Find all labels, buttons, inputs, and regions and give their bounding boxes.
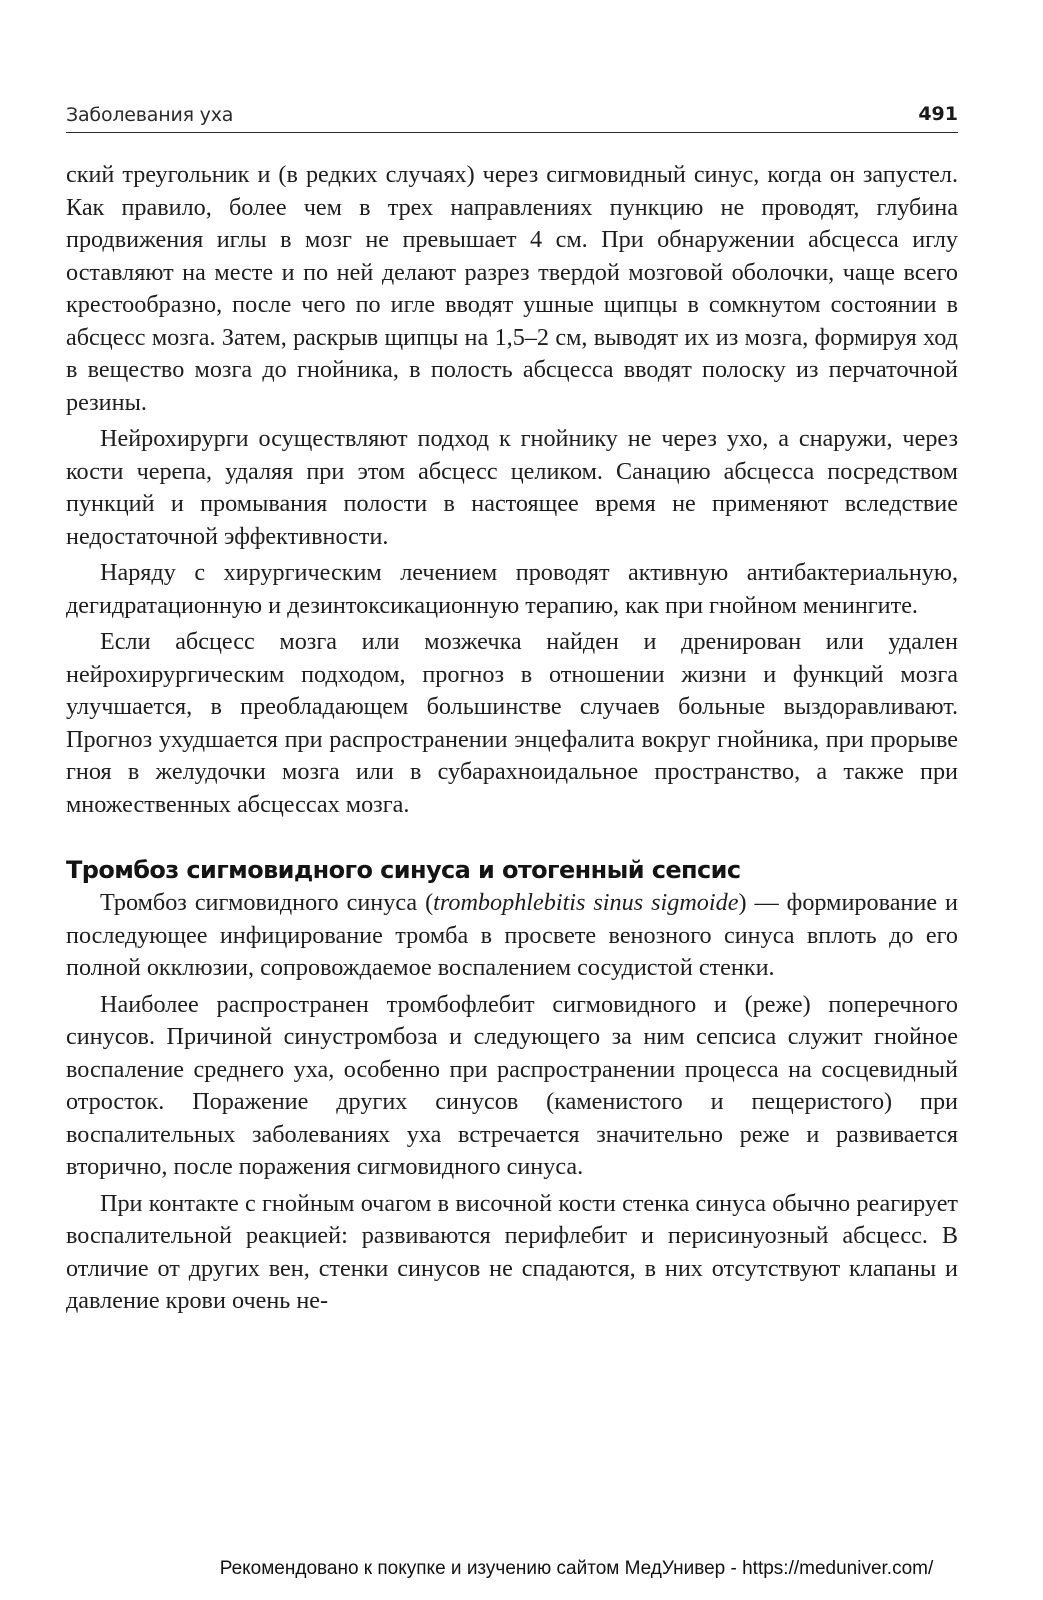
section-heading: Тромбоз сигмовидного синуса и отогенный сепсис xyxy=(66,856,741,884)
paragraph: Наиболее распространен тромбофлебит сигмовидного и (реже) поперечного синусов. Причиной синустромбоза и следующего за ним сепсиса служит гнойное воспаление среднего уха, особенно при распространении процесса на сосцевидный отросток. Поражение других синусов (каменистого и пещеристого) при воспалительных заболеваниях уха встречается значительно реже и развивается вторично, после поражения сигмовидного синуса. xyxy=(66,990,958,1180)
paragraph: ский треугольник и (в редких случаях) через сигмовидный синус, когда он запустел. Как правило, более чем в трех направлениях пункцию не проводят, глубина продвижения иглы в мозг не превышает 4 см. При обнаружении абсцесса иглу оставляют на месте и по ней делают разрез твердой мозговой оболочки, чаще всего крестообразно, после чего по игле вводят ушные щипцы в сомкнутом состоянии в абсцесс мозга. Затем, раскрыв щипцы на 1,5–2 см, выводят их из мозга, формируя ход в вещество мозга до гнойника, в полость абсцесса вводят полоску из перчаточной резины. xyxy=(66,161,958,416)
page-header xyxy=(66,100,958,133)
intro-text-before: Тромбоз сигмовидного синуса ( xyxy=(100,889,434,916)
paragraph: Наряду с хирургическим лечением проводят активную антибактериальную, дегидратационную и дезинтоксикационную терапию, как при гнойном менингите. xyxy=(66,559,958,619)
running-title: Заболевания уха xyxy=(66,104,234,126)
intro-text-after: ) — формирование и последующее инфицирование тромба в просвете венозного синуса вплоть до его полной окклюзии, сопровождаемое воспалением сосудистой стенки. xyxy=(66,889,958,981)
page-number: 491 xyxy=(918,103,958,125)
paragraph: При контакте с гнойным очагом в височной кости стенка синуса обычно реагирует воспалительной реакцией: развиваются перифлебит и перисинуозный абсцесс. В отличие от других вен, стенки синусов не спадаются, в них отсутствуют клапаны и давление крови очень не- xyxy=(66,1189,958,1314)
footer-text: Рекомендовано к покупке и изучению сайтом МедУнивер - https://meduniver.com/ xyxy=(219,1558,934,1579)
paragraph: Если абсцесс мозга или мозжечка найден и дренирован или удален нейрохирургическим подходом, прогноз в отношении жизни и функций мозга улучшается, в преобладающем большинстве случаев больные выздоравливают. Прогноз ухудшается при распространении энцефалита вокруг гнойника, при прорыве гноя в желудочки мозга или в субарахноидальное пространство, а также при множественных абсцессах мозга. xyxy=(66,628,958,818)
page-body xyxy=(66,159,958,1322)
section-intro-paragraph xyxy=(66,887,958,985)
paragraph: Нейрохирурги осуществляют подход к гнойнику не через ухо, а снаружи, через кости черепа, удаляя при этом абсцесс целиком. Санацию абсцесса посредством пункций и промывания полости в настоящее время не применяют вследствие недостаточной эффективности. xyxy=(66,425,958,550)
footer-watermark xyxy=(0,1558,1043,1580)
latin-term: trombophlebitis sinus sigmoide xyxy=(433,889,739,916)
